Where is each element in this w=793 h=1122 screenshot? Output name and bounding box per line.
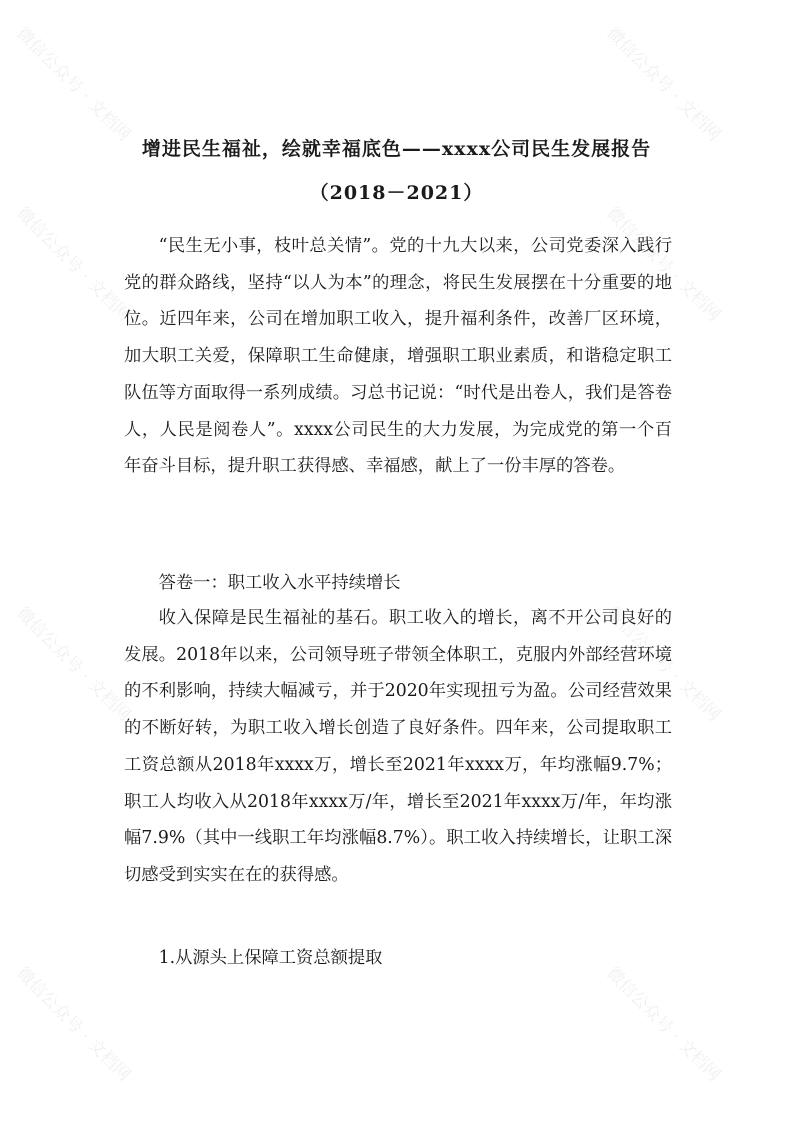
subsection-heading (124, 940, 672, 977)
paragraph-text: 收入保障是民生福祉的基石。职工收入的增长，离不开公司良好的发展。2018年以来，公司领导班子带领全体职工，克服内外部经营环境的不利影响，持续大幅减亏，并于2020年实现扭亏为盈。公司经营效果的不断好转，为职工收入增长创造了良好条件。四年来，公司提取职工工资总额从2018年xxxx万，增长至2021年xxxx万，年均涨幅9.7%；职工人均收入从2018年xxxx万/年，增长至2021年xxxx万/年，年均涨幅7.9%（其中一线职工年均涨幅8.7%）。职工收入持续增长，让职工深切感受到实实在在的获得感。 (124, 608, 672, 885)
watermark: 微信公众号 · 文档网 (12, 203, 135, 326)
document-subtitle: （2018－2021） (309, 182, 484, 204)
heading-text: 1.从源头上保障工资总额提取 (158, 948, 383, 968)
paragraph-text: “民生无小事，枝叶总关情”。党的十九大以来，公司党委深入践行党的群众路线，坚持“以人为本”的理念，将民生发展摆在十分重要的地位。近四年来，公司在增加职工收入，提升福利条件，改善厂区环境，加大职工关爱，保障职工生命健康，增强职工职业素质，和谐稳定职工队伍等方面取得一系列成绩。习总书记说：“时代是出卷人，我们是答卷人，人民是阅卷人”。xxxx公司民生的大力发展，为完成党的第一个百年奋斗目标，提升职工获得感、幸福感，献上了一份丰厚的答卷。 (124, 236, 672, 477)
watermark: 微信公众号 · 文档网 (12, 963, 135, 1086)
paragraph-intro (124, 228, 672, 485)
paragraph-income (124, 600, 672, 894)
watermark: 微信公众号 · 文档网 (602, 23, 725, 146)
watermark: 微信公众号 · 文档网 (602, 603, 725, 726)
watermark: 微信公众号 · 文档网 (602, 203, 725, 326)
heading-text: 答卷一：职工收入水平持续增长 (158, 573, 401, 593)
section-heading (124, 565, 672, 602)
watermark: 微信公众号 · 文档网 (12, 23, 135, 146)
watermark: 微信公众号 · 文档网 (12, 603, 135, 726)
document-title: 增进民生福祉，绘就幸福底色——xxxx公司民生发展报告 (141, 138, 652, 160)
watermark: 微信公众号 · 文档网 (602, 963, 725, 1086)
